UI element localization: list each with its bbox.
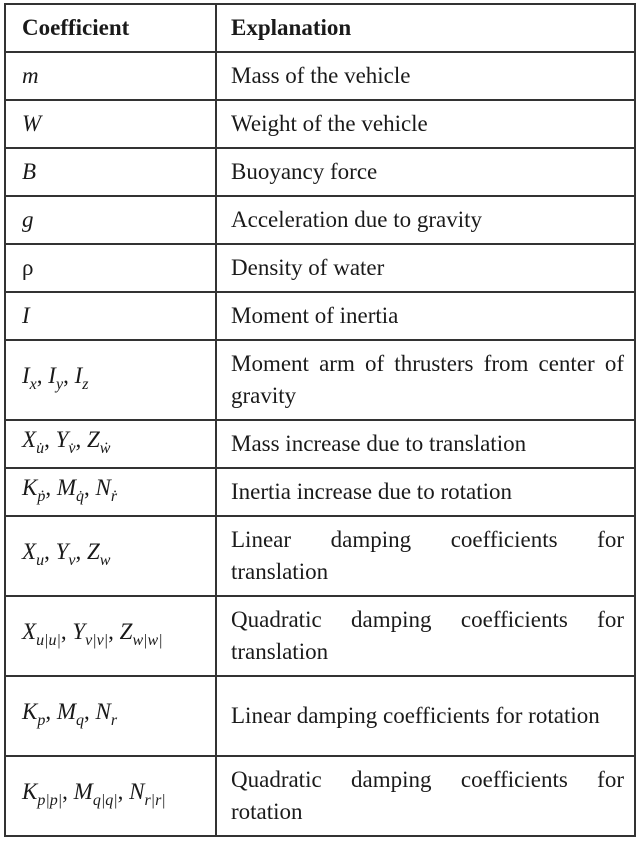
symbol-base: Z <box>86 538 100 564</box>
symbol-base: M <box>73 778 93 804</box>
separator: , <box>75 538 87 564</box>
symbol-base: Z <box>86 426 100 452</box>
separator: , <box>60 618 73 644</box>
coefficient-cell <box>5 420 216 468</box>
symbol-base: N <box>95 474 111 500</box>
separator: , <box>44 426 56 452</box>
table-row <box>5 756 635 836</box>
table-row <box>5 52 635 100</box>
separator: , <box>108 618 120 644</box>
coefficient-cell <box>5 100 216 148</box>
symbol-base: K <box>22 778 38 804</box>
symbol-base: I <box>22 362 30 388</box>
symbol-base: N <box>95 698 111 724</box>
symbol-base: I <box>74 362 83 388</box>
symbol-subscript: y <box>55 375 64 393</box>
coefficient-table <box>4 3 636 837</box>
coefficient-cell <box>5 244 216 292</box>
coefficient-cell <box>5 196 216 244</box>
coefficient-cell <box>5 516 216 596</box>
symbol-subscript: v|v| <box>85 631 109 649</box>
table-row <box>5 596 635 676</box>
coefficient-cell <box>5 676 216 756</box>
table-row <box>5 468 635 516</box>
table-row <box>5 676 635 756</box>
symbol-base: I <box>22 303 30 328</box>
coefficient-cell <box>5 292 216 340</box>
explanation-cell: Inertia increase due to rotation <box>216 468 635 516</box>
symbol-subscript: q <box>76 711 85 729</box>
symbol-subscript: ṙ <box>110 487 118 505</box>
separator: , <box>36 362 49 388</box>
symbol-subscript: u̇ <box>36 439 45 457</box>
explanation-cell: Quadratic damping coefficients for translation <box>216 596 635 676</box>
coefficient-cell <box>5 468 216 516</box>
symbol-subscript: v̇ <box>68 439 76 457</box>
symbol-subscript: r <box>110 711 118 729</box>
explanation-cell: Moment arm of thrusters from center of gravity <box>216 340 635 420</box>
symbol-subscript: ẇ <box>99 439 111 457</box>
explanation-cell: Acceleration due to gravity <box>216 196 635 244</box>
separator: , <box>117 778 130 804</box>
table-row <box>5 516 635 596</box>
symbol-subscript: r|r| <box>144 791 166 809</box>
table-row <box>5 244 635 292</box>
header-coefficient: Coefficient <box>5 4 216 52</box>
symbol-base: I <box>48 362 56 388</box>
separator: , <box>45 474 57 500</box>
symbol-base: X <box>22 426 37 452</box>
symbol-base: X <box>22 538 37 564</box>
table-row <box>5 340 635 420</box>
separator: , <box>75 426 87 452</box>
coefficient-cell <box>5 340 216 420</box>
symbol-subscript: u <box>36 551 45 569</box>
coefficient-cell <box>5 596 216 676</box>
symbol-base: X <box>22 618 37 644</box>
separator: , <box>84 474 96 500</box>
symbol-base: N <box>129 778 145 804</box>
explanation-cell: Moment of inertia <box>216 292 635 340</box>
table-row <box>5 196 635 244</box>
explanation-cell: Density of water <box>216 244 635 292</box>
symbol-subscript: w <box>99 551 111 569</box>
explanation-cell: Linear damping coefficients for translation <box>216 516 635 596</box>
symbol-subscript: ṗ <box>37 487 46 505</box>
symbol-base: K <box>22 698 38 724</box>
symbol-base: g <box>22 207 34 232</box>
symbol-base: Z <box>119 618 133 644</box>
symbol-base: m <box>22 63 39 88</box>
symbol-base: W <box>22 111 42 136</box>
symbol-base: Y <box>72 618 86 644</box>
symbol-base: ρ <box>22 255 34 280</box>
symbol-subscript: w|w| <box>132 631 163 649</box>
header-explanation: Explanation <box>216 4 635 52</box>
symbol-subscript: q̇ <box>76 487 85 505</box>
explanation-cell: Linear damping coefficients for rotation <box>216 676 635 756</box>
symbol-base: Y <box>55 538 69 564</box>
explanation-cell: Buoyancy force <box>216 148 635 196</box>
coefficient-cell <box>5 756 216 836</box>
symbol-base: B <box>22 159 37 184</box>
symbol-subscript: v <box>68 551 76 569</box>
symbol-subscript: q|q| <box>92 791 118 809</box>
table-row <box>5 292 635 340</box>
coefficient-cell <box>5 52 216 100</box>
symbol-base: Y <box>55 426 69 452</box>
explanation-cell: Mass increase due to translation <box>216 420 635 468</box>
explanation-cell: Weight of the vehicle <box>216 100 635 148</box>
separator: , <box>62 778 74 804</box>
table-row <box>5 100 635 148</box>
separator: , <box>45 698 57 724</box>
explanation-cell: Quadratic damping coefficients for rotation <box>216 756 635 836</box>
separator: , <box>84 698 96 724</box>
table-row <box>5 420 635 468</box>
separator: , <box>44 538 56 564</box>
symbol-base: M <box>56 474 77 500</box>
coefficient-cell <box>5 148 216 196</box>
separator: , <box>63 362 75 388</box>
explanation-cell: Mass of the vehicle <box>216 52 635 100</box>
table-header-row <box>5 4 635 52</box>
symbol-base: K <box>22 474 38 500</box>
symbol-subscript: p <box>37 711 46 729</box>
table-row <box>5 148 635 196</box>
symbol-subscript: p|p| <box>37 791 63 809</box>
symbol-subscript: u|u| <box>36 631 61 649</box>
symbol-subscript: z <box>82 375 89 393</box>
symbol-base: M <box>56 698 77 724</box>
symbol-subscript: x <box>29 375 37 393</box>
